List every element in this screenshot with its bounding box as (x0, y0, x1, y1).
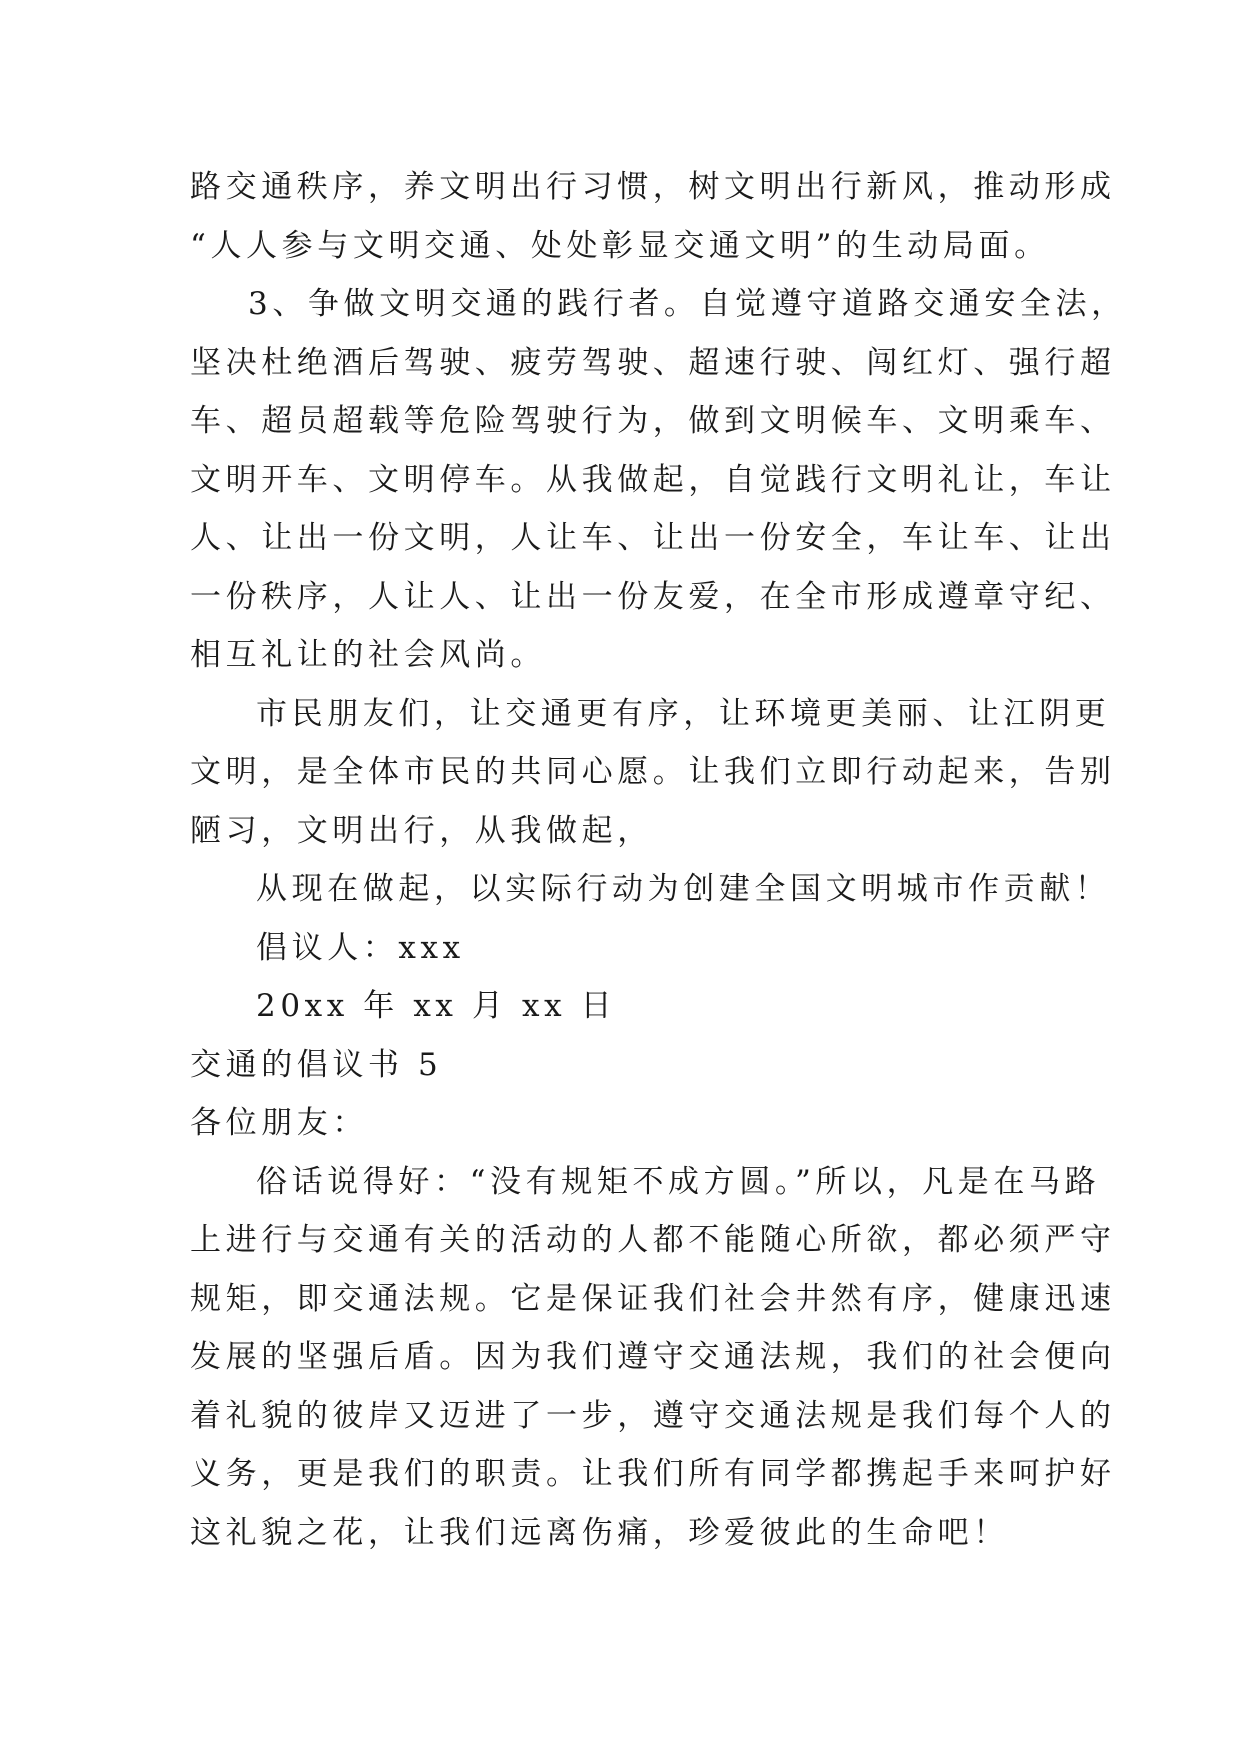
text-line: 人、让出一份文明，人让车、让出一份安全，车让车、让出 (190, 520, 1116, 556)
signer-line (190, 919, 1070, 978)
text-line: 一份秩序，人让人、让出一份友爱，在全市形成遵章守纪、 (190, 578, 1116, 615)
section-title-text: 交通的倡议书 5 (190, 1046, 443, 1083)
text-line: 义务，更是我们的职责。让我们所有同学都携起手来呵护好 (190, 1456, 1116, 1492)
date-line (190, 977, 1070, 1036)
text-line: 陋习，文明出行，从我做起， (190, 812, 653, 849)
text-line: 车、超员超载等危险驾驶行为，做到文明候车、文明乘车、 (190, 403, 1116, 439)
text-line: 上进行与交通有关的活动的人都不能随心所欲，都必须严守 (190, 1222, 1116, 1258)
salutation-text: 各位朋友： (190, 1105, 368, 1141)
text-line: 文明开车、文明停车。从我做起，自觉践行文明礼让，车让 (190, 461, 1116, 498)
paragraph-2 (190, 275, 1127, 685)
text-line: 路交通秩序，养文明出行习惯，树文明出行新风，推动形成 (190, 169, 1116, 205)
paragraph-5 (190, 1153, 1116, 1563)
date-text: 20xx 年 xx 月 xx 日 (256, 988, 617, 1024)
text-line: 发展的坚强后盾。因为我们遵守交通法规，我们的社会便向 (190, 1339, 1116, 1375)
document-body (190, 158, 1127, 1562)
paragraph-4 (190, 860, 1111, 919)
paragraph-3 (190, 685, 1116, 861)
text-line: 从现在做起，以实际行动为创建全国文明城市作贡献！ (256, 871, 1111, 907)
signer-text: 倡议人：xxx (256, 929, 465, 966)
section-title (190, 1036, 1070, 1095)
text-line: 坚决杜绝酒后驾驶、疲劳驾驶、超速行驶、闯红灯、强行超 (190, 344, 1116, 381)
text-line: 文明，是全体市民的共同心愿。让我们立即行动起来，告别 (190, 754, 1116, 790)
text-line: 市民朋友们，让交通更有序，让环境更美丽、让江阴更 (256, 695, 1111, 732)
text-line: 相互礼让的社会风尚。 (190, 637, 546, 673)
paragraph-1 (190, 158, 1116, 275)
text-line: 3、争做文明交通的践行者。自觉遵守道路交通安全法， (248, 286, 1127, 322)
text-line: 俗话说得好：“没有规矩不成方圆。”所以，凡是在马路 (256, 1163, 1101, 1200)
salutation (190, 1094, 1070, 1153)
text-line: “人人参与文明交通、处处彰显交通文明”的生动局面。 (190, 227, 1050, 264)
text-line: 这礼貌之花，让我们远离伤痛，珍爱彼此的生命吧！ (190, 1514, 1009, 1551)
text-line: 着礼貌的彼岸又迈进了一步，遵守交通法规是我们每个人的 (190, 1397, 1116, 1434)
text-line: 规矩，即交通法规。它是保证我们社会井然有序，健康迅速 (190, 1280, 1116, 1317)
